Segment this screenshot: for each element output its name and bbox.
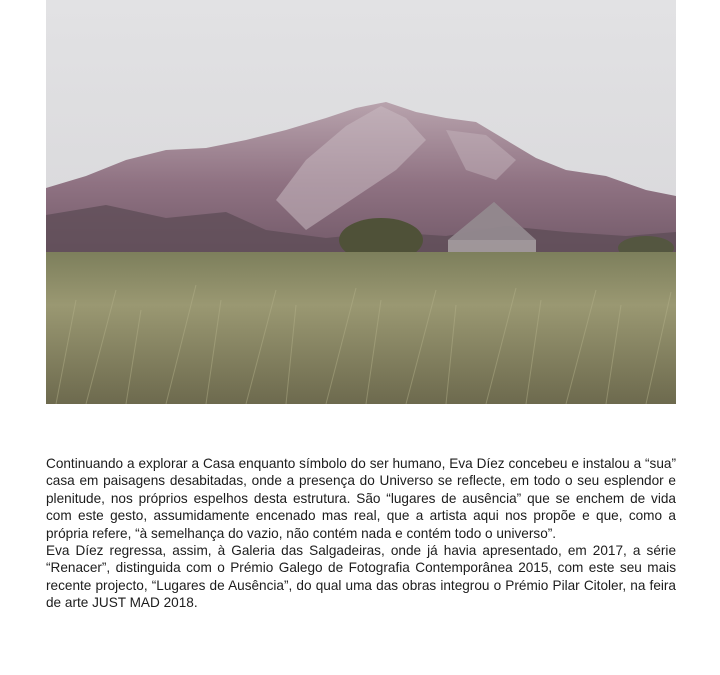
paragraph-1: Continuando a explorar a Casa enquanto símbolo do ser humano, Eva Díez concebeu e instalou a “sua” casa em paisagens desabitadas, onde a presença do Universo se reflecte, em todo o seu esplendor e plenitude, nos próprios espelhos desta estrutura. São “lugares de ausência” que se enchem de vida com este gesto, assumidamente encenado mas real, que a artista aqui nos propõe e que, como a própria refere, “à semelhança do vazio, não contém nada e contém todo o universo”. (46, 456, 676, 541)
paragraph-2: Eva Díez regressa, assim, à Galeria das Salgadeiras, onde já havia apresentado, em 2017, a série “Renacer”, distinguida com o Prémio Galego de Fotografia Contemporânea 2015, com este seu mais recente projecto, “Lugares de Ausência”, do qual uma das obras integrou o Prémio Pilar Citoler, na feira de arte JUST MAD 2018. (46, 543, 676, 611)
grass-field (46, 252, 676, 404)
landscape-illustration (46, 0, 676, 404)
landscape-photo (46, 0, 676, 404)
description-text (46, 455, 676, 612)
